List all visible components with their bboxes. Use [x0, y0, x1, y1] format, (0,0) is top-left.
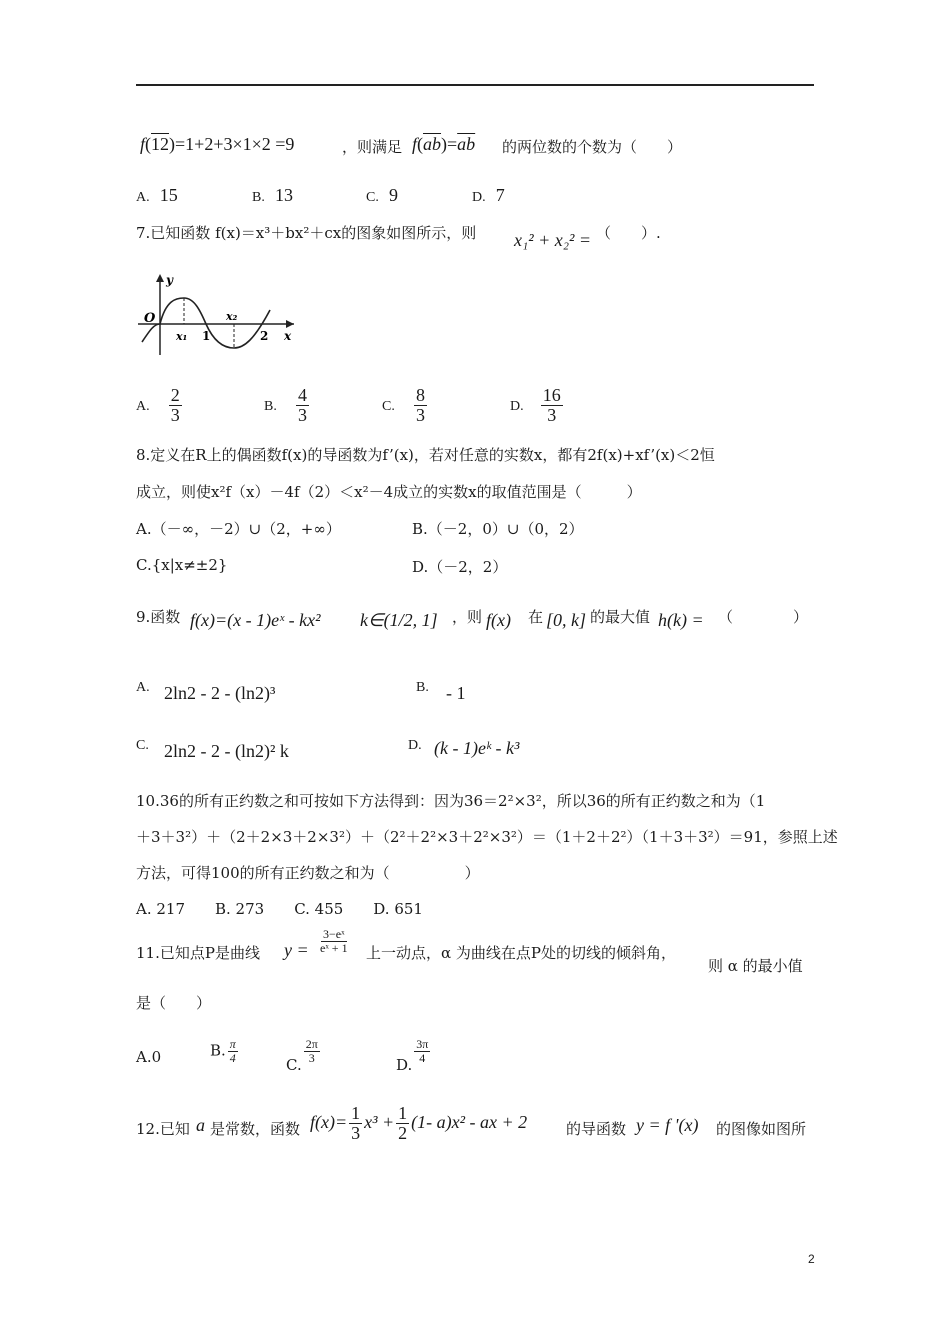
- q7-tail: （ ）.: [596, 224, 661, 242]
- q11-y: y =: [284, 940, 309, 960]
- q12-stem: 12.已知: [136, 1120, 190, 1138]
- x-label: x: [284, 329, 292, 343]
- q9-interval: [0, k]: [546, 610, 586, 630]
- q9-option-d-label: D.: [408, 738, 422, 753]
- q6-f: f: [140, 134, 146, 154]
- q10-line1: 10.36的所有正约数之和可按如下方法得到：因为36＝2²×3²，所以36的所有正约数之和为（1: [136, 792, 766, 810]
- q6-cond-eq: =: [447, 134, 458, 154]
- q6-cond-arg: $\overline{ab}$: [423, 134, 442, 154]
- q6-condition: $f(\overline{ab})=\overline{ab}$: [412, 134, 476, 154]
- q10-line3: 方法，可得100的所有正约数之和为（ ）: [136, 864, 480, 882]
- q7-cubic-graph: [136, 270, 300, 358]
- q8-option-d: D.（－2，2）: [412, 558, 508, 576]
- q9-option-b: - 1: [446, 683, 466, 703]
- x1-label: x₁: [176, 330, 188, 343]
- q12-a: a: [196, 1115, 205, 1135]
- q7-option-d: D. $\frac{16}{3}$: [510, 385, 561, 425]
- q9-in: 在: [528, 608, 544, 626]
- q11-mid: 上一动点，α 为曲线在点P处的切线的倾斜角，: [366, 944, 676, 962]
- q11-option-a: A.0: [136, 1048, 162, 1066]
- q12-mid2: 的导函数: [566, 1120, 627, 1138]
- q6-text-end: 的两位数的个数为（ ）: [502, 138, 683, 156]
- q12-tail: 的图像如图所: [716, 1120, 807, 1138]
- q7-stem: 7.已知函数 f(x)＝x³＋bx²＋cx的图象如图所示，则: [136, 224, 477, 242]
- q9-hk: h(k) =: [658, 610, 704, 630]
- q7-option-b: B. $\frac{4}{3}$: [264, 385, 307, 425]
- q9-option-c: 2ln2 - 2 - (ln2)² k: [164, 741, 289, 761]
- q8-option-b: B.（－2，0）∪（0，2）: [412, 520, 584, 538]
- one-label: 1: [202, 329, 211, 343]
- q9-stem: 9.函数: [136, 608, 181, 626]
- y-label: y: [166, 273, 173, 287]
- q9-formula: f(x)=(x - 1)eˣ - kx²: [190, 610, 321, 630]
- q9-option-c-label: C.: [136, 738, 149, 753]
- q6-option-d: D. 7: [472, 185, 505, 205]
- q11-end: 则 α 的最小值: [708, 957, 803, 975]
- q12-derivative: y = f '(x): [636, 1115, 699, 1135]
- q11-option-d: D. $\frac{3\pi}{4}$: [396, 1037, 429, 1074]
- q9-option-b-label: B.: [416, 680, 429, 695]
- q6-text-mid: ，则满足: [342, 138, 403, 156]
- page-number: 2: [808, 1252, 815, 1266]
- q6-rest: =1+2+3×1×2 =9: [175, 134, 295, 154]
- y-axis-arrow: [156, 274, 164, 282]
- q10-options: A. 217 B. 273 C. 455 D. 651: [136, 900, 423, 918]
- q6-arg: 12: [151, 134, 170, 154]
- header-rule: [136, 84, 814, 86]
- q9-option-a-label: A.: [136, 680, 150, 695]
- q9-option-a: 2ln2 - 2 - (ln2)³: [164, 683, 276, 703]
- q8-line1: 8.定义在R上的偶函数f(x)的导函数为f’(x)，若对任意的实数x，都有2f(x)+xf’(x)＜2恒: [136, 446, 715, 464]
- q8-option-c: C.{x|x≠±2}: [136, 556, 228, 574]
- q9-domain: k∈(1/2, 1]: [360, 610, 438, 630]
- q9-fx: f(x): [486, 610, 511, 630]
- q9-mid: ，则: [452, 608, 483, 626]
- q8-option-a: A.（－∞，－2）∪（2，+∞）: [136, 520, 341, 538]
- q6-option-a: A. 15: [136, 185, 178, 205]
- q9-tail: （ ）: [718, 608, 809, 626]
- q6-cond-rhs: $\overline{ab}$: [457, 134, 476, 154]
- q10-line2: ＋3＋3²）＋（2＋2×3＋2×3²）＋（2²＋2²×3＋2²×3²）＝（1＋2＋2²）（1＋3＋3²）＝91，参照上述: [136, 828, 838, 846]
- two-label: 2: [260, 329, 269, 343]
- q11-fraction: $\frac{\text{3−eˣ}}{\text{eˣ + 1}}$: [320, 927, 348, 955]
- x2-label: x₂: [226, 310, 238, 323]
- q8-line2: 成立，则使x²f（x）－4f（2）＜x²－4成立的实数x的取值范围是（ ）: [136, 483, 642, 501]
- q11-line2: 是（ ）: [136, 994, 212, 1012]
- origin-label: O: [144, 311, 156, 326]
- q6-option-b: B. 13: [252, 185, 294, 205]
- q11-stem: 11.已知点P是曲线: [136, 944, 260, 962]
- q11-option-b: B. $\frac{\pi}{4}$: [210, 1037, 236, 1065]
- q12-mid: 是常数，函数: [210, 1120, 301, 1138]
- q7-option-c: C. $\frac{8}{3}$: [382, 385, 425, 425]
- q11-option-c: C. $\frac{2\pi}{3}$: [286, 1037, 318, 1074]
- q6-option-c: C. 9: [366, 185, 399, 205]
- q6-formula: f(12)=1+2+3×1×2 =9: [140, 134, 295, 154]
- q12-formula: f(x)= $\frac{1}{3}$ x³ + $\frac{1}{2}$ (1- a)x² - ax + 2: [310, 1103, 528, 1143]
- x-axis-arrow: [286, 320, 294, 328]
- q9-max-text: 的最大值: [590, 608, 651, 626]
- q9-option-d: (k - 1)eᵏ - k³: [434, 738, 520, 758]
- q7-option-a: A. $\frac{2}{3}$: [136, 385, 180, 425]
- q7-target: x₁² + x₂² =: [514, 230, 592, 250]
- q6-cond-f: f: [412, 134, 418, 154]
